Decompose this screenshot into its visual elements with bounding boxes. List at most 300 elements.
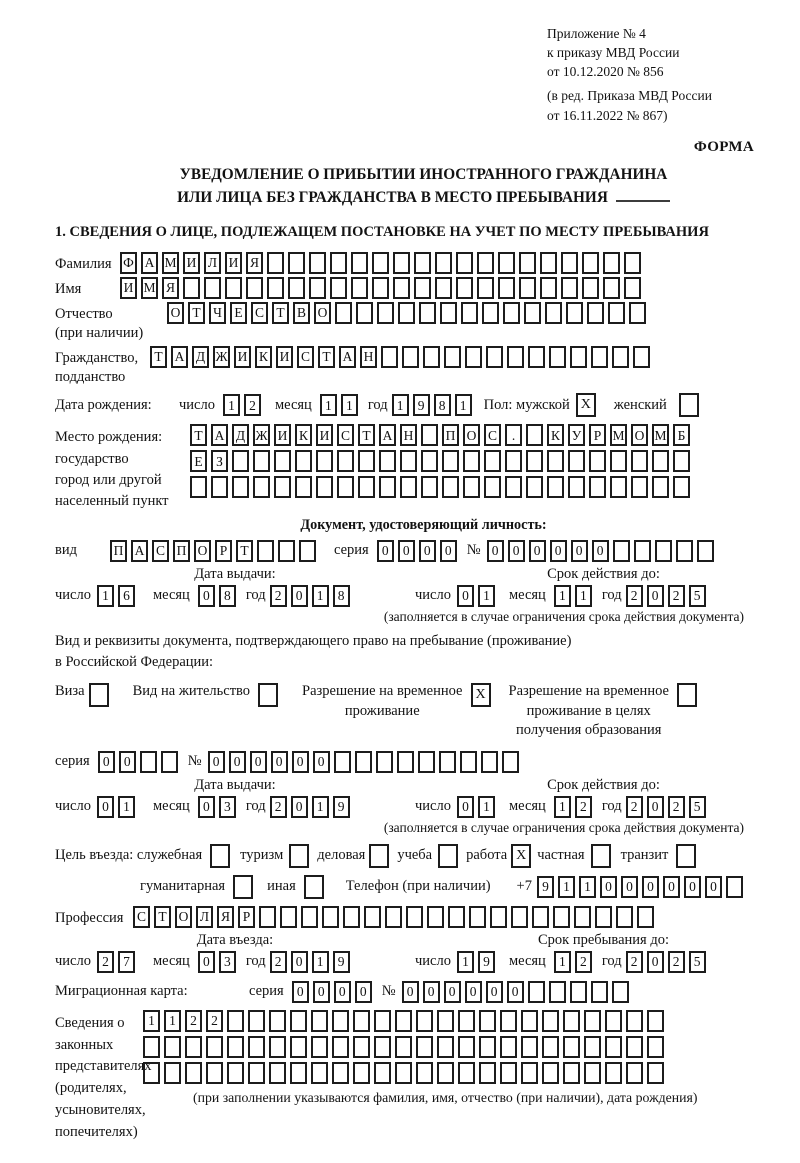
char-cell[interactable] — [330, 252, 347, 274]
char-cell[interactable] — [566, 302, 583, 324]
char-cell[interactable]: 1 — [575, 585, 592, 607]
char-cell[interactable] — [505, 476, 522, 498]
char-cell[interactable] — [500, 1010, 517, 1032]
char-cell[interactable]: 1 — [312, 585, 329, 607]
char-cell[interactable]: Т — [190, 424, 207, 446]
char-cell[interactable]: 2 — [575, 951, 592, 973]
checkbox-cell[interactable] — [258, 683, 278, 707]
char-cell[interactable] — [227, 1036, 244, 1058]
char-cell[interactable] — [309, 277, 326, 299]
char-cell[interactable] — [183, 277, 200, 299]
char-cell[interactable] — [631, 476, 648, 498]
char-cell[interactable] — [190, 476, 207, 498]
char-cell[interactable]: С — [251, 302, 268, 324]
char-cell[interactable] — [479, 1036, 496, 1058]
char-cell[interactable] — [521, 1010, 538, 1032]
char-cell[interactable] — [385, 906, 402, 928]
checkbox-cell[interactable] — [679, 393, 699, 417]
char-cell[interactable] — [603, 252, 620, 274]
char-cell[interactable]: И — [120, 277, 137, 299]
char-cell[interactable] — [624, 277, 641, 299]
char-cell[interactable]: 1 — [554, 796, 571, 818]
char-cell[interactable]: 1 — [478, 796, 495, 818]
char-cell[interactable] — [316, 476, 333, 498]
char-cell[interactable] — [484, 450, 501, 472]
char-cell[interactable] — [647, 1036, 664, 1058]
char-cell[interactable] — [364, 906, 381, 928]
char-cell[interactable] — [444, 346, 461, 368]
char-cell[interactable]: 3 — [219, 796, 236, 818]
char-cell[interactable] — [311, 1036, 328, 1058]
char-cell[interactable] — [299, 540, 316, 562]
char-cell[interactable] — [526, 476, 543, 498]
char-cell[interactable] — [353, 1036, 370, 1058]
char-cell[interactable] — [626, 1036, 643, 1058]
char-cell[interactable] — [584, 1010, 601, 1032]
char-cell[interactable]: 0 — [292, 751, 309, 773]
char-cell[interactable]: 5 — [689, 796, 706, 818]
char-cell[interactable] — [605, 1010, 622, 1032]
char-cell[interactable] — [353, 1062, 370, 1084]
char-cell[interactable]: 0 — [423, 981, 440, 1003]
char-cell[interactable] — [463, 450, 480, 472]
char-cell[interactable]: 0 — [642, 876, 659, 898]
char-cell[interactable] — [374, 1036, 391, 1058]
char-cell[interactable]: 1 — [164, 1010, 181, 1032]
char-cell[interactable] — [351, 277, 368, 299]
char-cell[interactable] — [356, 302, 373, 324]
char-cell[interactable] — [353, 1010, 370, 1032]
char-cell[interactable] — [655, 540, 672, 562]
char-cell[interactable] — [540, 277, 557, 299]
char-cell[interactable] — [584, 1036, 601, 1058]
char-cell[interactable] — [206, 1062, 223, 1084]
char-cell[interactable] — [311, 1062, 328, 1084]
char-cell[interactable]: 2 — [270, 585, 287, 607]
char-cell[interactable]: Ж — [253, 424, 270, 446]
char-cell[interactable]: 0 — [663, 876, 680, 898]
char-cell[interactable]: М — [141, 277, 158, 299]
char-cell[interactable]: 2 — [626, 951, 643, 973]
char-cell[interactable] — [343, 906, 360, 928]
char-cell[interactable]: О — [314, 302, 331, 324]
char-cell[interactable] — [616, 906, 633, 928]
char-cell[interactable]: 0 — [313, 981, 330, 1003]
char-cell[interactable]: 0 — [457, 585, 474, 607]
char-cell[interactable]: С — [337, 424, 354, 446]
checkbox-cell[interactable] — [289, 844, 309, 868]
char-cell[interactable] — [570, 981, 587, 1003]
char-cell[interactable] — [398, 302, 415, 324]
char-cell[interactable] — [421, 424, 438, 446]
char-cell[interactable] — [591, 346, 608, 368]
char-cell[interactable] — [332, 1036, 349, 1058]
char-cell[interactable]: Б — [673, 424, 690, 446]
char-cell[interactable] — [290, 1062, 307, 1084]
char-cell[interactable] — [332, 1062, 349, 1084]
char-cell[interactable] — [626, 1010, 643, 1032]
char-cell[interactable] — [225, 277, 242, 299]
char-cell[interactable] — [351, 252, 368, 274]
char-cell[interactable] — [377, 302, 394, 324]
char-cell[interactable] — [547, 450, 564, 472]
char-cell[interactable]: С — [484, 424, 501, 446]
char-cell[interactable]: 0 — [571, 540, 588, 562]
char-cell[interactable] — [439, 751, 456, 773]
char-cell[interactable] — [416, 1010, 433, 1032]
char-cell[interactable]: 0 — [250, 751, 267, 773]
char-cell[interactable]: Т — [188, 302, 205, 324]
char-cell[interactable]: К — [255, 346, 272, 368]
char-cell[interactable] — [416, 1036, 433, 1058]
char-cell[interactable]: Л — [196, 906, 213, 928]
char-cell[interactable] — [301, 906, 318, 928]
char-cell[interactable] — [477, 277, 494, 299]
char-cell[interactable] — [502, 751, 519, 773]
char-cell[interactable] — [421, 450, 438, 472]
char-cell[interactable] — [528, 981, 545, 1003]
char-cell[interactable] — [673, 476, 690, 498]
char-cell[interactable] — [400, 450, 417, 472]
char-cell[interactable]: 0 — [600, 876, 617, 898]
char-cell[interactable]: 0 — [355, 981, 372, 1003]
char-cell[interactable] — [278, 540, 295, 562]
char-cell[interactable] — [227, 1062, 244, 1084]
char-cell[interactable] — [479, 1062, 496, 1084]
char-cell[interactable] — [397, 751, 414, 773]
char-cell[interactable] — [316, 450, 333, 472]
char-cell[interactable] — [477, 252, 494, 274]
char-cell[interactable] — [421, 476, 438, 498]
char-cell[interactable] — [440, 302, 457, 324]
char-cell[interactable] — [460, 751, 477, 773]
char-cell[interactable]: Р — [238, 906, 255, 928]
char-cell[interactable] — [610, 476, 627, 498]
char-cell[interactable] — [379, 476, 396, 498]
char-cell[interactable]: 0 — [119, 751, 136, 773]
char-cell[interactable] — [418, 751, 435, 773]
char-cell[interactable] — [211, 476, 228, 498]
char-cell[interactable]: Н — [400, 424, 417, 446]
char-cell[interactable]: П — [173, 540, 190, 562]
char-cell[interactable] — [381, 346, 398, 368]
char-cell[interactable] — [605, 1036, 622, 1058]
char-cell[interactable]: 9 — [478, 951, 495, 973]
char-cell[interactable]: 0 — [97, 796, 114, 818]
char-cell[interactable] — [269, 1062, 286, 1084]
char-cell[interactable]: 0 — [529, 540, 546, 562]
char-cell[interactable] — [547, 476, 564, 498]
char-cell[interactable] — [574, 906, 591, 928]
char-cell[interactable]: 0 — [334, 981, 351, 1003]
char-cell[interactable]: С — [152, 540, 169, 562]
char-cell[interactable]: 0 — [198, 796, 215, 818]
char-cell[interactable] — [288, 277, 305, 299]
char-cell[interactable] — [589, 450, 606, 472]
char-cell[interactable] — [526, 450, 543, 472]
char-cell[interactable] — [358, 450, 375, 472]
char-cell[interactable]: 5 — [689, 585, 706, 607]
char-cell[interactable]: 0 — [444, 981, 461, 1003]
char-cell[interactable]: 2 — [97, 951, 114, 973]
char-cell[interactable]: 0 — [198, 585, 215, 607]
char-cell[interactable] — [253, 476, 270, 498]
char-cell[interactable]: Л — [204, 252, 221, 274]
char-cell[interactable]: 0 — [271, 751, 288, 773]
char-cell[interactable] — [605, 1062, 622, 1084]
checkbox-cell[interactable] — [677, 683, 697, 707]
char-cell[interactable]: Т — [150, 346, 167, 368]
char-cell[interactable] — [164, 1062, 181, 1084]
char-cell[interactable]: З — [211, 450, 228, 472]
char-cell[interactable]: 0 — [419, 540, 436, 562]
char-cell[interactable] — [458, 1010, 475, 1032]
char-cell[interactable] — [206, 1036, 223, 1058]
char-cell[interactable] — [461, 302, 478, 324]
char-cell[interactable] — [259, 906, 276, 928]
char-cell[interactable] — [631, 450, 648, 472]
char-cell[interactable] — [248, 1036, 265, 1058]
char-cell[interactable] — [549, 981, 566, 1003]
char-cell[interactable]: 1 — [392, 394, 409, 416]
char-cell[interactable] — [561, 252, 578, 274]
char-cell[interactable]: 2 — [270, 796, 287, 818]
char-cell[interactable]: Т — [236, 540, 253, 562]
char-cell[interactable] — [463, 476, 480, 498]
char-cell[interactable]: 0 — [647, 796, 664, 818]
char-cell[interactable] — [507, 346, 524, 368]
char-cell[interactable] — [437, 1010, 454, 1032]
char-cell[interactable]: 1 — [341, 394, 358, 416]
char-cell[interactable] — [423, 346, 440, 368]
char-cell[interactable]: 0 — [377, 540, 394, 562]
char-cell[interactable]: К — [295, 424, 312, 446]
char-cell[interactable]: И — [276, 346, 293, 368]
char-cell[interactable] — [481, 751, 498, 773]
char-cell[interactable]: В — [293, 302, 310, 324]
char-cell[interactable]: Д — [192, 346, 209, 368]
char-cell[interactable] — [269, 1010, 286, 1032]
char-cell[interactable] — [379, 450, 396, 472]
char-cell[interactable]: 0 — [486, 981, 503, 1003]
char-cell[interactable] — [610, 450, 627, 472]
checkbox-cell[interactable] — [304, 875, 324, 899]
char-cell[interactable]: 1 — [312, 796, 329, 818]
char-cell[interactable] — [582, 277, 599, 299]
char-cell[interactable]: 9 — [333, 951, 350, 973]
char-cell[interactable] — [469, 906, 486, 928]
char-cell[interactable] — [652, 476, 669, 498]
char-cell[interactable] — [505, 450, 522, 472]
char-cell[interactable] — [479, 1010, 496, 1032]
char-cell[interactable] — [140, 751, 157, 773]
char-cell[interactable]: 9 — [413, 394, 430, 416]
char-cell[interactable] — [332, 1010, 349, 1032]
char-cell[interactable] — [647, 1062, 664, 1084]
char-cell[interactable]: О — [463, 424, 480, 446]
char-cell[interactable] — [164, 1036, 181, 1058]
char-cell[interactable]: 0 — [313, 751, 330, 773]
char-cell[interactable]: Я — [217, 906, 234, 928]
char-cell[interactable]: Е — [230, 302, 247, 324]
char-cell[interactable] — [563, 1010, 580, 1032]
char-cell[interactable] — [697, 540, 714, 562]
checkbox-cell[interactable] — [591, 844, 611, 868]
char-cell[interactable] — [673, 450, 690, 472]
char-cell[interactable]: 0 — [198, 951, 215, 973]
char-cell[interactable]: И — [183, 252, 200, 274]
char-cell[interactable] — [652, 450, 669, 472]
char-cell[interactable]: 1 — [97, 585, 114, 607]
checkbox-cell[interactable] — [89, 683, 109, 707]
char-cell[interactable] — [647, 1010, 664, 1032]
char-cell[interactable] — [416, 1062, 433, 1084]
char-cell[interactable] — [185, 1036, 202, 1058]
char-cell[interactable]: 8 — [434, 394, 451, 416]
char-cell[interactable] — [553, 906, 570, 928]
char-cell[interactable] — [726, 876, 743, 898]
char-cell[interactable]: Ч — [209, 302, 226, 324]
char-cell[interactable] — [274, 450, 291, 472]
char-cell[interactable]: 1 — [558, 876, 575, 898]
char-cell[interactable] — [143, 1062, 160, 1084]
char-cell[interactable]: 1 — [118, 796, 135, 818]
char-cell[interactable]: 0 — [592, 540, 609, 562]
checkbox-cell[interactable] — [369, 844, 389, 868]
char-cell[interactable]: Ф — [120, 252, 137, 274]
char-cell[interactable]: Р — [589, 424, 606, 446]
checkbox-cell[interactable]: X — [511, 844, 531, 868]
char-cell[interactable] — [542, 1010, 559, 1032]
char-cell[interactable] — [528, 346, 545, 368]
char-cell[interactable]: 1 — [223, 394, 240, 416]
char-cell[interactable] — [290, 1010, 307, 1032]
checkbox-cell[interactable] — [676, 844, 696, 868]
char-cell[interactable]: 0 — [457, 796, 474, 818]
char-cell[interactable] — [633, 346, 650, 368]
char-cell[interactable]: С — [297, 346, 314, 368]
char-cell[interactable] — [185, 1062, 202, 1084]
char-cell[interactable]: Т — [154, 906, 171, 928]
char-cell[interactable] — [561, 277, 578, 299]
char-cell[interactable] — [519, 252, 536, 274]
char-cell[interactable]: А — [339, 346, 356, 368]
char-cell[interactable]: И — [234, 346, 251, 368]
char-cell[interactable]: 8 — [219, 585, 236, 607]
char-cell[interactable] — [458, 1036, 475, 1058]
char-cell[interactable] — [490, 906, 507, 928]
char-cell[interactable]: 0 — [705, 876, 722, 898]
char-cell[interactable]: 2 — [626, 585, 643, 607]
char-cell[interactable] — [498, 277, 515, 299]
char-cell[interactable] — [448, 906, 465, 928]
char-cell[interactable] — [540, 252, 557, 274]
char-cell[interactable]: 7 — [118, 951, 135, 973]
char-cell[interactable] — [295, 450, 312, 472]
char-cell[interactable] — [458, 1062, 475, 1084]
char-cell[interactable]: 0 — [98, 751, 115, 773]
char-cell[interactable]: А — [171, 346, 188, 368]
char-cell[interactable]: 0 — [291, 796, 308, 818]
char-cell[interactable] — [587, 302, 604, 324]
char-cell[interactable]: М — [162, 252, 179, 274]
char-cell[interactable] — [456, 252, 473, 274]
char-cell[interactable] — [465, 346, 482, 368]
char-cell[interactable]: 0 — [487, 540, 504, 562]
char-cell[interactable]: 5 — [689, 951, 706, 973]
char-cell[interactable] — [624, 252, 641, 274]
char-cell[interactable]: М — [610, 424, 627, 446]
char-cell[interactable] — [442, 450, 459, 472]
char-cell[interactable] — [542, 1062, 559, 1084]
char-cell[interactable]: 1 — [143, 1010, 160, 1032]
char-cell[interactable] — [419, 302, 436, 324]
char-cell[interactable] — [374, 1010, 391, 1032]
char-cell[interactable]: Р — [215, 540, 232, 562]
char-cell[interactable] — [484, 476, 501, 498]
char-cell[interactable] — [526, 424, 543, 446]
char-cell[interactable]: А — [379, 424, 396, 446]
char-cell[interactable] — [612, 981, 629, 1003]
char-cell[interactable] — [568, 450, 585, 472]
char-cell[interactable]: Ж — [213, 346, 230, 368]
char-cell[interactable]: Н — [360, 346, 377, 368]
char-cell[interactable] — [372, 277, 389, 299]
char-cell[interactable]: 1 — [312, 951, 329, 973]
char-cell[interactable]: 6 — [118, 585, 135, 607]
char-cell[interactable] — [309, 252, 326, 274]
char-cell[interactable]: 1 — [554, 951, 571, 973]
char-cell[interactable] — [204, 277, 221, 299]
char-cell[interactable] — [253, 450, 270, 472]
char-cell[interactable] — [595, 906, 612, 928]
char-cell[interactable] — [248, 1010, 265, 1032]
char-cell[interactable]: 0 — [647, 951, 664, 973]
char-cell[interactable] — [563, 1062, 580, 1084]
char-cell[interactable]: О — [175, 906, 192, 928]
char-cell[interactable]: 2 — [575, 796, 592, 818]
char-cell[interactable] — [395, 1036, 412, 1058]
char-cell[interactable] — [311, 1010, 328, 1032]
char-cell[interactable]: 1 — [455, 394, 472, 416]
char-cell[interactable] — [257, 540, 274, 562]
char-cell[interactable] — [532, 906, 549, 928]
char-cell[interactable]: О — [194, 540, 211, 562]
char-cell[interactable] — [634, 540, 651, 562]
char-cell[interactable] — [322, 906, 339, 928]
char-cell[interactable]: 0 — [291, 585, 308, 607]
char-cell[interactable] — [442, 476, 459, 498]
char-cell[interactable]: 0 — [292, 981, 309, 1003]
char-cell[interactable]: 2 — [668, 796, 685, 818]
char-cell[interactable]: П — [442, 424, 459, 446]
char-cell[interactable]: 0 — [440, 540, 457, 562]
char-cell[interactable] — [274, 476, 291, 498]
char-cell[interactable] — [498, 252, 515, 274]
char-cell[interactable] — [503, 302, 520, 324]
char-cell[interactable] — [511, 906, 528, 928]
char-cell[interactable]: Т — [318, 346, 335, 368]
char-cell[interactable] — [402, 346, 419, 368]
char-cell[interactable]: И — [225, 252, 242, 274]
char-cell[interactable] — [456, 277, 473, 299]
char-cell[interactable]: 0 — [208, 751, 225, 773]
char-cell[interactable] — [589, 476, 606, 498]
char-cell[interactable]: 2 — [626, 796, 643, 818]
char-cell[interactable]: 2 — [668, 585, 685, 607]
char-cell[interactable]: Я — [162, 277, 179, 299]
char-cell[interactable]: А — [131, 540, 148, 562]
